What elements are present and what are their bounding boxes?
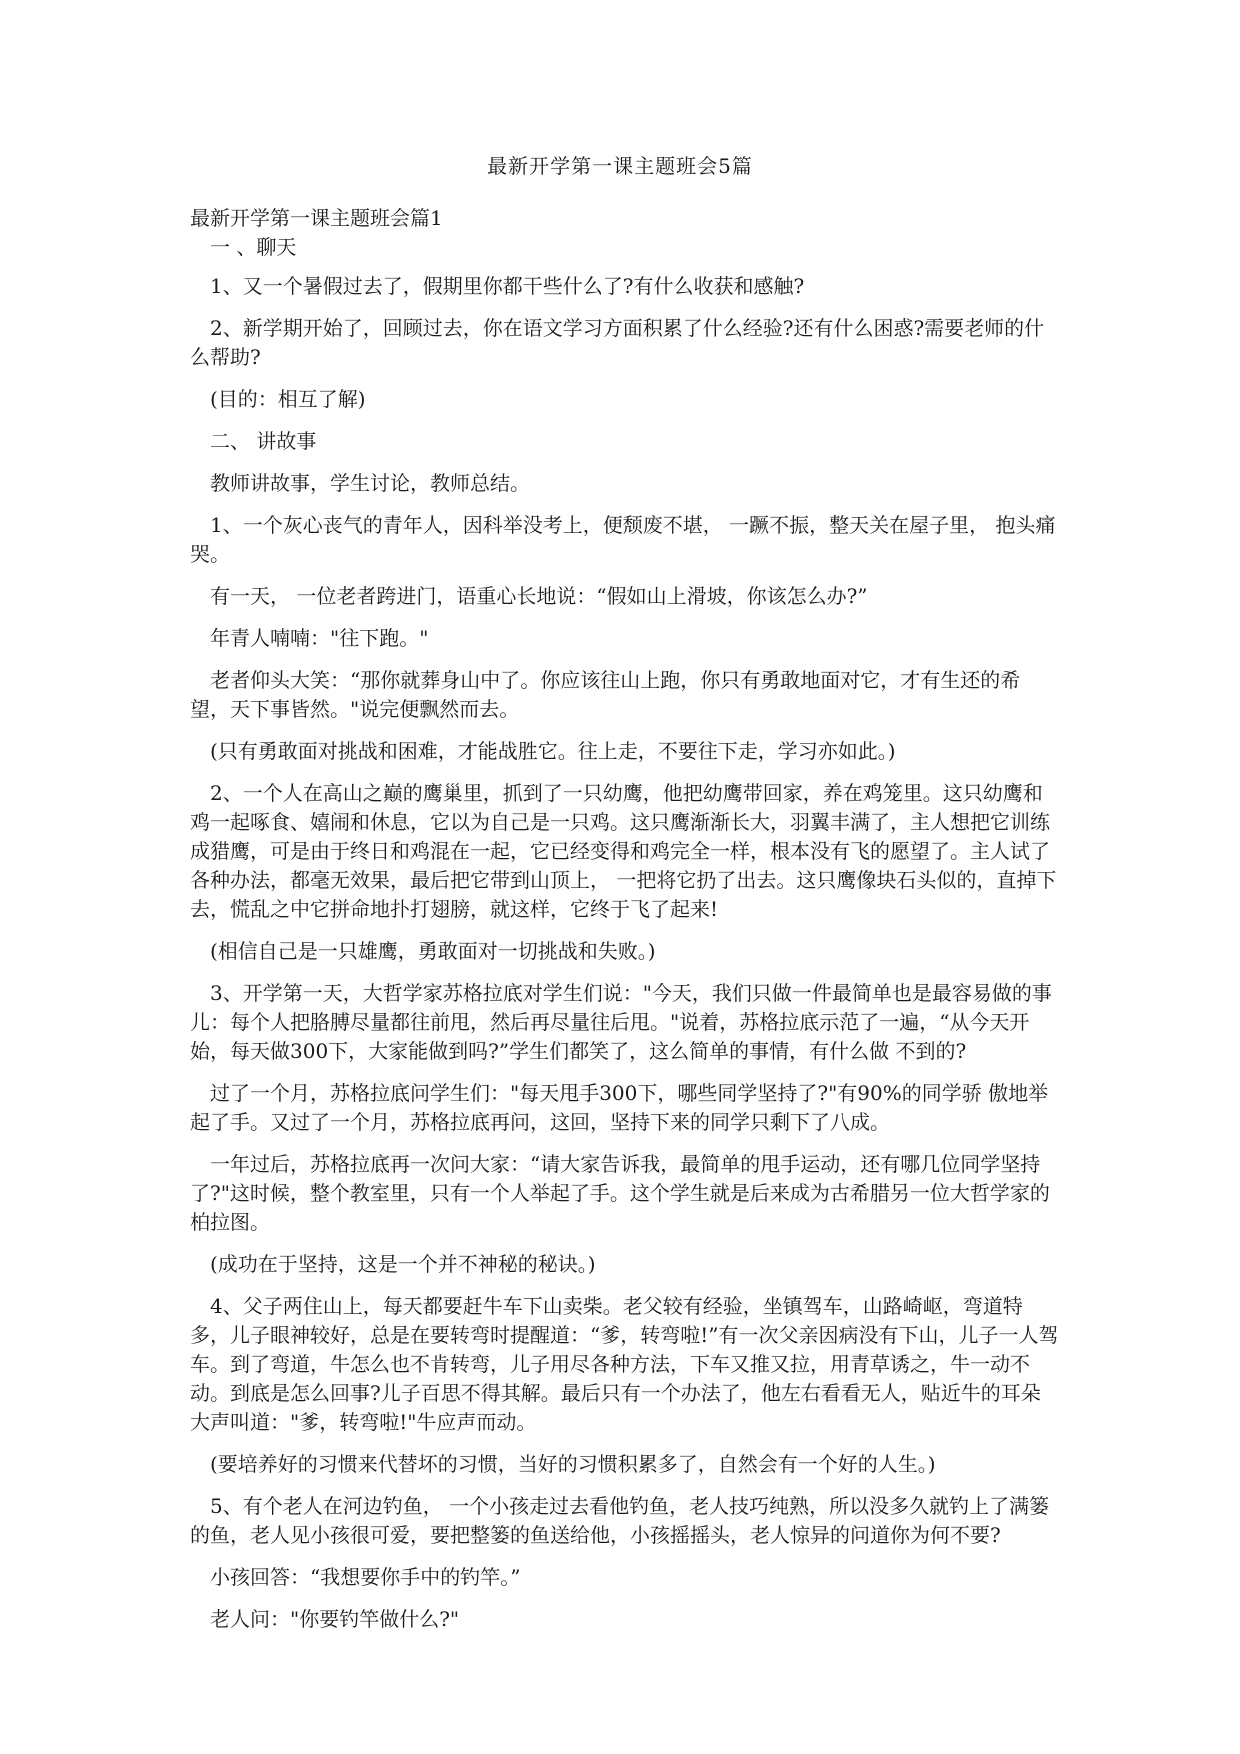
- paragraph: (目的：相互了解): [210, 387, 366, 411]
- paragraph: 1、一个灰心丧气的青年人，因科举没考上，便颓废不堪， 一蹶不振，整天关在屋子里， 抱头痛哭。: [190, 513, 1056, 566]
- paragraph: 3、开学第一天，大哲学家苏格拉底对学生们说："今天，我们只做一件最简单也是最容易做的事儿：每个人把胳膊尽量都往前甩，然后再尽量往后甩。"说着，苏格拉底示范了一遍，“从今天开始，每天做300下，大家能做到吗?”学生们都笑了，这么简单的事情，有什么做 不到的?: [190, 981, 1052, 1063]
- paragraph: (成功在于坚持，这是一个并不神秘的秘诀。): [210, 1252, 596, 1276]
- paragraph: 一年过后，苏格拉底再一次问大家：“请大家告诉我，最简单的甩手运动，还有哪几位同学坚持了?"这时候，整个教室里，只有一个人举起了手。这个学生就是后来成为古希腊另一位大哲学家的柏拉图。: [190, 1152, 1050, 1234]
- paragraph: 教师讲故事，学生讨论，教师总结。: [210, 471, 530, 495]
- paragraph: 2、一个人在高山之巅的鹰巢里，抓到了一只幼鹰，他把幼鹰带回家，养在鸡笼里。这只幼鹰和鸡一起啄食、嬉闹和休息，它以为自己是一只鸡。这只鹰渐渐长大，羽翼丰满了，主人想把它训练成猎鹰，可是由于终日和鸡混在一起，它已经变得和鸡完全一样，根本没有飞的愿望了。主人试了各种办法，都毫无效果，最后把它带到山顶上， 一把将它扔了出去。这只鹰像块石头似的，直掉下去，慌乱之中它拼命地扑打翅膀，就这样，它终于飞了起来!: [190, 781, 1057, 921]
- paragraph: 过了一个月，苏格拉底问学生们："每天甩手300下，哪些同学坚持了?"有90%的同学骄 傲地举起了手。又过了一个月，苏格拉底再问，这回，坚持下来的同学只剩下了八成。: [190, 1081, 1049, 1134]
- document-title: 最新开学第一课主题班会5篇: [487, 154, 753, 178]
- paragraph: 1、又一个暑假过去了，假期里你都干些什么了?有什么收获和感触?: [210, 274, 805, 298]
- paragraph: 4、父子两住山上，每天都要赶牛车下山卖柴。老父较有经验，坐镇驾车，山路崎岖，弯道特多，儿子眼神较好，总是在要转弯时提醒道：“爹，转弯啦!”有一次父亲因病没有下山，儿子一人驾车。到了弯道，牛怎么也不肯转弯，儿子用尽各种方法，下车又推又拉，用青草诱之，牛一动不动。到底是怎么回事?儿子百思不得其解。最后只有一个办法了，他左右看看无人，贴近牛的耳朵大声叫道："爹，转弯啦!"牛应声而动。: [190, 1294, 1059, 1434]
- paragraph: (相信自己是一只雄鹰，勇敢面对一切挑战和失败。): [210, 939, 656, 963]
- document-body: [190, 204, 1060, 1647]
- paragraph: 5、有个老人在河边钓鱼， 一个小孩走过去看他钓鱼，老人技巧纯熟，所以没多久就钓上了满篓的鱼，老人见小孩很可爱，要把整篓的鱼送给他，小孩摇摇头，老人惊异的问道你为何不要?: [190, 1494, 1050, 1547]
- paragraph: (只有勇敢面对挑战和困难，才能战胜它。往上走，不要往下走，学习亦如此。): [210, 739, 896, 763]
- paragraph: 一 、聊天: [210, 235, 297, 259]
- paragraph: 年青人喃喃："往下跑。": [210, 626, 429, 650]
- paragraph: 老者仰头大笑：“那你就葬身山中了。你应该往山上跑，你只有勇敢地面对它，才有生还的希望，天下事皆然。"说完便飘然而去。: [190, 668, 1021, 721]
- paragraph: 有一天， 一位老者跨进门，语重心长地说：“假如山上滑坡，你该怎么办?”: [210, 584, 868, 608]
- paragraph: (要培养好的习惯来代替坏的习惯，当好的习惯积累多了，自然会有一个好的人生。): [210, 1452, 936, 1476]
- section-title: 最新开学第一课主题班会篇1: [190, 206, 443, 230]
- paragraph: 老人问："你要钓竿做什么?": [210, 1607, 460, 1631]
- paragraph: 小孩回答：“我想要你手中的钓竿。”: [210, 1565, 521, 1589]
- paragraph: 二、 讲故事: [210, 429, 317, 453]
- paragraph: 2、新学期开始了，回顾过去，你在语文学习方面积累了什么经验?还有什么困惑?需要老师的什么帮助?: [190, 316, 1045, 369]
